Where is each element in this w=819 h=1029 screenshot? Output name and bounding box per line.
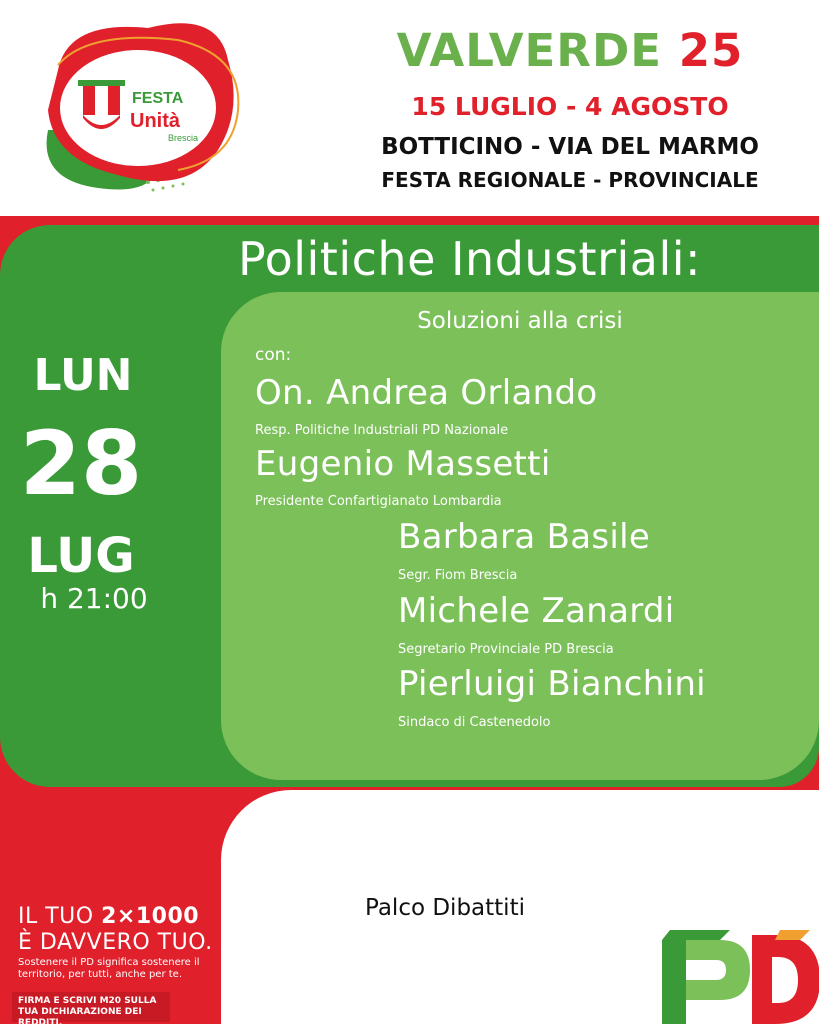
speaker-role: Sindaco di Castenedolo: [398, 715, 551, 730]
event-title: Politiche Industriali:: [238, 232, 702, 286]
logo-text-city: Brescia: [168, 133, 199, 143]
speaker-name: Eugenio Massetti: [255, 444, 551, 484]
speaker-role: Resp. Politiche Industriali PD Nazionale: [255, 423, 509, 438]
promo-text: Sostenere il PD significa sostenere il territorio, per tutti, anche per te.: [18, 957, 200, 980]
promo-headline-a: IL TUO: [18, 904, 94, 929]
speaker-name: Barbara Basile: [398, 517, 651, 557]
speaker-role: Presidente Confartigianato Lombardia: [255, 494, 502, 509]
speaker-name: Pierluigi Bianchini: [398, 664, 706, 704]
festival-type: FESTA REGIONALE - PROVINCIALE: [381, 168, 759, 192]
festival-title-year: 25: [678, 24, 744, 77]
event-day-name: LUN: [33, 350, 133, 401]
with-label: con:: [255, 345, 292, 365]
speaker-name: Michele Zanardi: [398, 591, 675, 631]
venue-label: Palco Dibattiti: [365, 895, 525, 921]
logo-text-unita: Unità: [130, 110, 180, 132]
festa-unita-logo: [28, 10, 258, 200]
speaker-role: Segr. Fiom Brescia: [398, 568, 518, 583]
promo-subheadline: È DAVVERO TUO.: [18, 930, 213, 955]
festival-dates: 15 LUGLIO - 4 AGOSTO: [411, 92, 729, 121]
pd-logo: [660, 925, 819, 1024]
festival-title: [360, 24, 780, 77]
event-subtitle: Soluzioni alla crisi: [417, 308, 623, 334]
festival-title-name: VALVERDE: [396, 24, 663, 77]
festival-location: BOTTICINO - VIA DEL MARMO: [381, 134, 759, 160]
speaker-name: On. Andrea Orlando: [255, 373, 598, 413]
event-month: LUG: [27, 528, 135, 584]
promo-headline-b: 2×1000: [101, 904, 200, 929]
promo-headline: [18, 904, 199, 929]
event-day-number: 28: [19, 412, 143, 515]
logo-text-festa: FESTA: [132, 90, 184, 107]
promo-callout: FIRMA E SCRIVI M20 SULLA TUA DICHIARAZIONE DEI REDDITI.: [18, 996, 157, 1028]
speaker-role: Segretario Provinciale PD Brescia: [398, 642, 614, 657]
event-time: h 21:00: [40, 582, 148, 615]
